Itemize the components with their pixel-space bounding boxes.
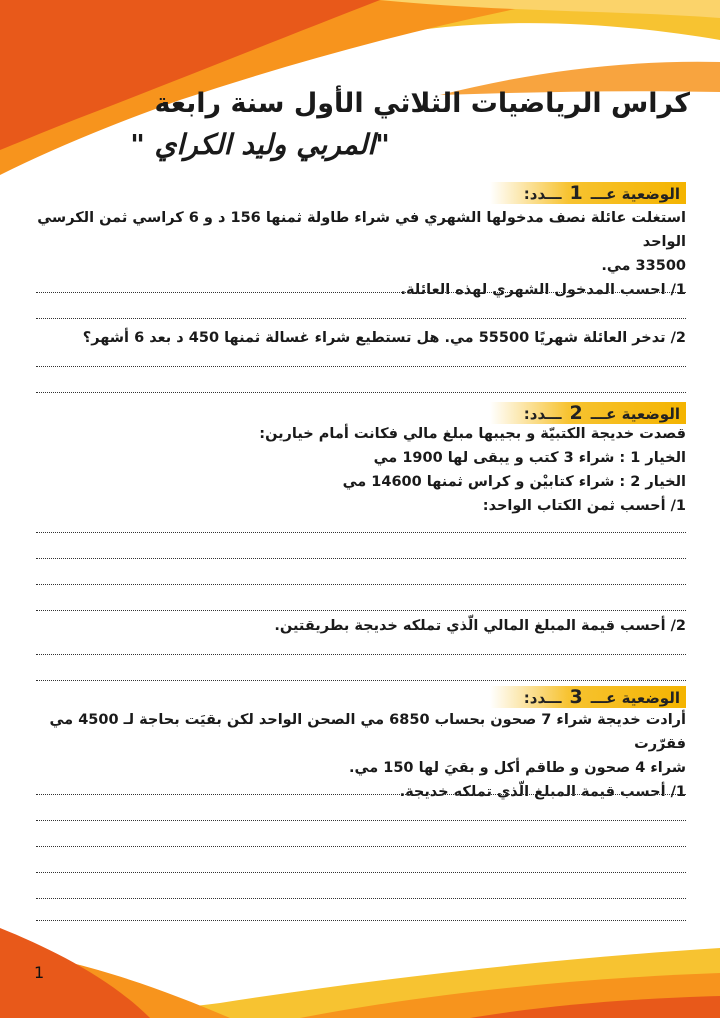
section-number: 3 [569, 686, 583, 708]
paragraph-line: شراء 4 صحون و طاقم أكل و بقيَ لها 150 مي. [349, 760, 686, 776]
page-title: كراس الرياضيات الثلاثي الأول سنة رابعة [154, 88, 690, 119]
answer-line [36, 292, 686, 293]
section-1-header [490, 182, 686, 204]
option-1: الخيار 1 : شراء 3 كتب و يبقى لها 1900 مي [373, 450, 686, 466]
paragraph-line: استغلت عائلة نصف مدخولها الشهري في شراء طاولة ثمنها 156 د و 6 كراسي ثمن الكرسي الواحد [37, 210, 686, 250]
answer-line [36, 318, 686, 319]
section-label: الوضعية عـــ [590, 185, 680, 203]
answer-line [36, 794, 686, 795]
answer-line [36, 898, 686, 899]
answer-line [36, 366, 686, 367]
question-2: 2/ أحسب قيمة المبلغ المالي الّذي تملكه خديجة بطريقتين. [274, 618, 686, 634]
section-3-text [36, 708, 686, 804]
answer-line [36, 872, 686, 873]
answer-line [36, 610, 686, 611]
answer-line [36, 558, 686, 559]
answer-line [36, 820, 686, 821]
answer-line [36, 392, 686, 393]
section-3-header [490, 686, 686, 708]
page-number: 1 [34, 963, 45, 982]
paragraph-line: أرادت خديجة شراء 7 صحون بحساب 6850 مي الصحن الواحد لكن بقيَت بحاجة لـ 4500 مي فقرّرت [49, 712, 686, 752]
section-2-text [36, 422, 686, 518]
section-number: 2 [569, 402, 583, 424]
section-label-tail: ـــدد: [523, 405, 562, 423]
section-2-header [490, 402, 686, 424]
answer-line [36, 680, 686, 681]
question-1: 1/ أحسب قيمة المبلغ الّذي تملكه خديجة. [399, 784, 686, 800]
answer-line [36, 584, 686, 585]
section-number: 1 [569, 182, 583, 204]
section-label: الوضعية عـــ [590, 689, 680, 707]
option-2: الخيار 2 : شراء كتابيْن و كراس ثمنها 14600 مي [342, 474, 686, 490]
paragraph-line: 33500 مي. [601, 258, 686, 274]
footer-wave-decoration [0, 908, 720, 1018]
answer-line [36, 532, 686, 533]
answer-line [36, 920, 686, 921]
question-1: 1/ احسب المدخول الشهري لهذه العائلة. [400, 282, 686, 298]
question-1: 1/ أحسب ثمن الكتاب الواحد: [482, 498, 686, 514]
section-1-text [36, 206, 686, 302]
answer-line [36, 654, 686, 655]
section-label: الوضعية عـــ [590, 405, 680, 423]
answer-line [36, 846, 686, 847]
author-name: "المربي وليد الكراي " [130, 128, 390, 161]
section-label-tail: ـــدد: [523, 689, 562, 707]
paragraph-line: قصدت خديجة الكتبيّة و بجيبها مبلغ مالي فكانت أمام خيارين: [259, 426, 686, 442]
section-label-tail: ـــدد: [523, 185, 562, 203]
question-2: 2/ تدخر العائلة شهريًا 55500 مي. هل تستطيع شراء غسالة ثمنها 450 د بعد 6 أشهر؟ [82, 330, 686, 346]
